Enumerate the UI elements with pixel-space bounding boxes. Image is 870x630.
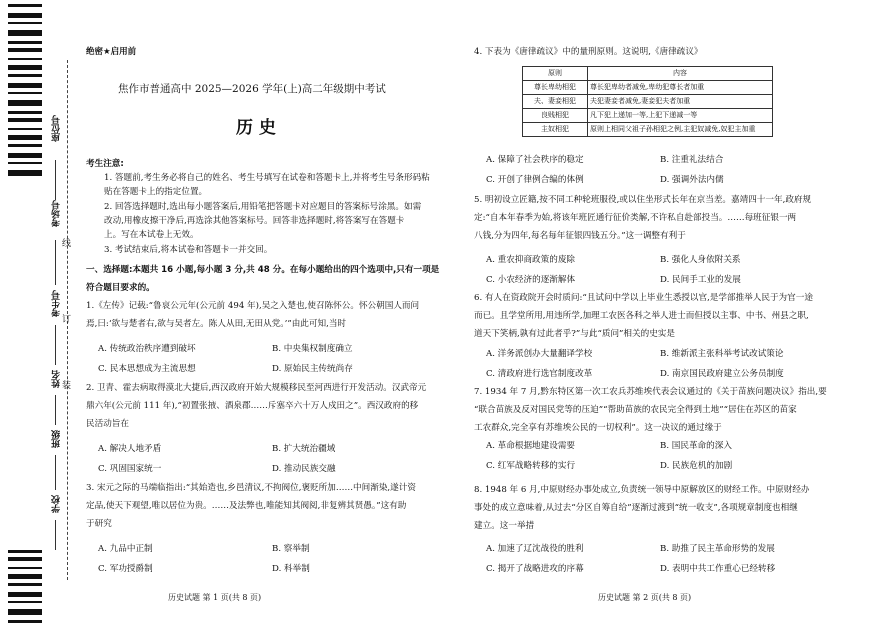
barcode-bar <box>8 92 42 94</box>
seat-number-label: 座位号 <box>52 115 62 142</box>
exam-room-blank <box>55 240 56 285</box>
sentencing-table <box>522 66 773 137</box>
barcode-bar <box>8 111 42 114</box>
answer-option: C. 开创了律例合编的体例 <box>486 175 584 185</box>
question-stem-line: 8. 1948 年 6 月,中原财经办事处成立,负责统一领导中原解放区的财经工作。中原财经办 <box>474 485 810 495</box>
school-label: 学校 <box>52 495 62 513</box>
subject-title: 历 史 <box>236 118 276 138</box>
answer-option: D. 表明中共工作重心已经转移 <box>660 564 776 574</box>
question-stem-line: 于研究 <box>86 519 112 529</box>
barcode-bar <box>8 4 42 7</box>
barcode-bar <box>8 144 42 147</box>
page-2-footer: 历史试题 第 2 页(共 8 页) <box>598 593 692 602</box>
notice-line: 3. 考试结束后,将本试卷和答题卡一并交回。 <box>104 245 273 255</box>
barcode-bar <box>8 583 42 586</box>
barcode-bar <box>8 74 42 77</box>
answer-option: A. 洋务派创办大量翻译学校 <box>486 349 593 359</box>
barcode-bar <box>8 58 42 60</box>
answer-option: A. 重农抑商政策的废除 <box>486 255 576 265</box>
table-cell: 尊长犯卑幼者减免,卑幼犯尊长者加重 <box>588 81 773 95</box>
answer-option: C. 清政府进行选官制度改革 <box>486 369 593 379</box>
barcode-bar <box>8 118 42 122</box>
barcode-bar <box>8 609 42 615</box>
answer-option: B. 注重礼法结合 <box>660 155 724 165</box>
table-row <box>523 95 773 109</box>
table-row <box>523 109 773 123</box>
table-header-cell: 原则 <box>523 67 588 81</box>
barcode-bar <box>8 83 42 88</box>
barcode-bar <box>8 135 42 140</box>
table-cell: 凡下犯上递加一等,上犯下递减一等 <box>588 109 773 123</box>
class-blank <box>55 455 56 490</box>
question-stem-line: 八钱,分为四年,每名每年征银四钱五分。”这一调整有利于 <box>474 231 686 241</box>
notice-line: 改动,用橡皮擦干净后,再选涂其他答案标号。回答非选择题时,将答案写在答题卡 <box>104 216 405 226</box>
answer-option: A. 保障了社会秩序的稳定 <box>486 155 584 165</box>
name-blank <box>55 395 56 425</box>
answer-option: C. 巩固国家统一 <box>98 464 162 474</box>
answer-option: D. 强调外法内儒 <box>660 175 724 185</box>
barcode-bar <box>8 620 42 623</box>
barcode-bar <box>8 100 42 106</box>
barcode-bar <box>8 557 42 561</box>
answer-option: B. 国民革命的深入 <box>660 441 732 451</box>
question-stem-line: 6. 有人在资政院开会时质问:“且试问中学以上毕业生悉授以官,是学部推举人民于为官一途 <box>474 293 813 303</box>
answer-option: A. 九品中正制 <box>98 544 153 554</box>
table-row <box>523 123 773 137</box>
barcode-bar <box>8 30 42 36</box>
barcode-bar <box>8 41 42 44</box>
barcode-bar <box>8 574 42 579</box>
barcode-bar <box>8 162 42 164</box>
notice-line: 上。写在本试卷上无效。 <box>104 230 199 240</box>
answer-option: B. 强化人身依附关系 <box>660 255 741 265</box>
barcode-bar <box>8 65 42 70</box>
class-label: 班级 <box>52 430 62 448</box>
answer-option: A. 革命根据地建设需要 <box>486 441 576 451</box>
answer-option: D. 南京国民政府建立公务员制度 <box>660 369 784 379</box>
barcode-bar <box>8 48 42 52</box>
section-1-header-line2: 符合题目要求的。 <box>86 283 155 293</box>
secret-mark: 绝密★启用前 <box>86 47 137 57</box>
answer-option: C. 小农经济的逐渐解体 <box>486 275 576 285</box>
question-stem-line: 焉,曰:‘欲与楚者右,欲与吴者左。陈人从田,无田从党。’”由此可知,当时 <box>86 319 347 329</box>
table-header-cell: 内容 <box>588 67 773 81</box>
table-cell: 夫犯妻妾者减免,妻妾犯夫者加重 <box>588 95 773 109</box>
candidate-number-blank <box>55 325 56 365</box>
exam-room-label: 考场号 <box>52 200 62 227</box>
table-cell: 尊长卑幼相犯 <box>523 81 588 95</box>
answer-option: A. 传统政治秩序遭到破坏 <box>98 344 196 354</box>
seat-number-blank <box>55 160 56 200</box>
seal-char-ding: 订 <box>62 315 72 325</box>
barcode-bar <box>8 567 42 569</box>
barcode-bar <box>8 550 42 553</box>
question-stem-line: 4. 下表为《唐律疏议》中的量刑原则。这说明,《唐律疏议》 <box>474 47 703 57</box>
question-stem-line: 鼎六年(公元前 111 年),“初置张掖、酒泉郡……斥塞卒六十万人戍田之”。西汉政府的移 <box>86 401 419 411</box>
answer-option: D. 科举制 <box>272 564 310 574</box>
section-1-header-line1: 一、选择题:本题共 16 小题,每小题 3 分,共 48 分。在每小题给出的四个选项中,只有一项是 <box>86 265 440 275</box>
table-cell: 夫、妻妾相犯 <box>523 95 588 109</box>
name-label: 姓名 <box>52 370 62 388</box>
question-stem-line: 工农群众,完全享有苏维埃公民的一切权利”。这一决议的通过缘于 <box>474 423 722 433</box>
answer-option: B. 助推了民主革命形势的发展 <box>660 544 775 554</box>
table-cell: 原则上相同父祖子孙相犯之例,主犯奴减免,奴犯主加重 <box>588 123 773 137</box>
question-stem-line: 7. 1934 年 7 月,黔东特区第一次工农兵苏维埃代表会议通过的《关于苗族问题决议》指出,要 <box>474 387 827 397</box>
answer-option: D. 民间手工业的发展 <box>660 275 741 285</box>
barcode-strip <box>8 0 42 630</box>
barcode-bar <box>8 13 42 18</box>
question-stem-line: 民活动旨在 <box>86 419 129 429</box>
notice-line: 贴在答题卡上的指定位置。 <box>104 187 208 197</box>
candidate-number-label: 考生号 <box>52 290 62 317</box>
table-row <box>523 81 773 95</box>
table-cell: 良贱相犯 <box>523 109 588 123</box>
answer-option: B. 扩大统治疆域 <box>272 444 336 454</box>
barcode-bar <box>8 22 42 24</box>
question-stem-line: “联合苗族及反对国民党等的压迫”“帮助苗族的农民完全得到土地”“居住在苏区的苗家 <box>474 405 797 415</box>
notice-title: 考生注意: <box>86 159 124 169</box>
seal-char-zhuang: 装 <box>62 381 72 391</box>
question-stem-line: 事处的成立意味着,从过去“分区自筹自给”逐渐过渡到“统一收支”,各项规章制度也相继 <box>474 503 798 513</box>
answer-option: C. 军功授爵制 <box>98 564 153 574</box>
question-stem-line: 而已。且学堂所用,用违所学,加理工农医各科之举人进士而但授以主事、中书、州县之职, <box>474 311 809 321</box>
barcode-bar <box>8 601 42 603</box>
seal-char-xian: 线 <box>62 239 72 249</box>
notice-line: 1. 答题前,考生务必将自己的姓名、考生号填写在试卷和答题卡上,并将考生号条形码粘 <box>104 173 430 183</box>
answer-option: D. 民族危机的加剧 <box>660 461 733 471</box>
question-stem-line: 建立。这一举措 <box>474 521 535 531</box>
answer-option: B. 维新派主张科举考试改试策论 <box>660 349 784 359</box>
question-stem-line: 1.《左传》记载:“鲁哀公元年(公元前 494 年),吴之入楚也,使召陈怀公。怀公朝国人而问 <box>86 301 420 311</box>
question-stem-line: 5. 明初设立匠籍,按不同工种轮班服役,或以住坐形式长年在京当差。嘉靖四十一年,政府规 <box>474 195 812 205</box>
question-stem-line: 2. 卫青、霍去病取得漠北大捷后,西汉政府开始大规模移民至河西进行开发活动。汉武帝元 <box>86 383 427 393</box>
page-1-footer: 历史试题 第 1 页(共 8 页) <box>168 593 262 602</box>
table-cell: 主奴相犯 <box>523 123 588 137</box>
answer-option: C. 红军战略转移的实行 <box>486 461 576 471</box>
school-blank <box>55 520 56 550</box>
answer-option: D. 原始民主传统尚存 <box>272 364 353 374</box>
answer-option: C. 民本思想成为主流思想 <box>98 364 196 374</box>
exam-title: 焦作市普通高中 2025—2026 学年(上)高二年级期中考试 <box>118 83 386 95</box>
question-stem-line: 定品,使天下观望,唯以居位为贵。……及法弊也,唯能知其阀阅,非复辨其贤愚。”这有助 <box>86 501 407 511</box>
answer-option: D. 推动民族交融 <box>272 464 336 474</box>
barcode-bar <box>8 170 42 176</box>
barcode-bar <box>8 128 42 130</box>
answer-option: B. 中央集权制度确立 <box>272 344 353 354</box>
answer-option: A. 解决人地矛盾 <box>98 444 162 454</box>
question-stem-line: 3. 宋元之际的马端临指出:“其始造也,乡邑清议,不拘阀位,褒贬所加……中间渐染,遂计资 <box>86 483 416 493</box>
question-stem-line: 定:“自本年春季为始,将该年班匠通行征价类解,不许私自赴部投当。……每班征银一两 <box>474 213 797 223</box>
answer-option: B. 察举制 <box>272 544 310 554</box>
answer-option: C. 揭开了战略进攻的序幕 <box>486 564 584 574</box>
barcode-bar <box>8 153 42 158</box>
notice-line: 2. 回答选择题时,选出每小题答案后,用铅笔把答题卡对应题目的答案标号涂黑。如需 <box>104 202 422 212</box>
barcode-bar <box>8 592 42 597</box>
answer-option: A. 加速了辽沈战役的胜利 <box>486 544 584 554</box>
question-stem-line: 道天下笑柄,孰有过此者乎?”与此“质问”相关的史实是 <box>474 329 675 339</box>
